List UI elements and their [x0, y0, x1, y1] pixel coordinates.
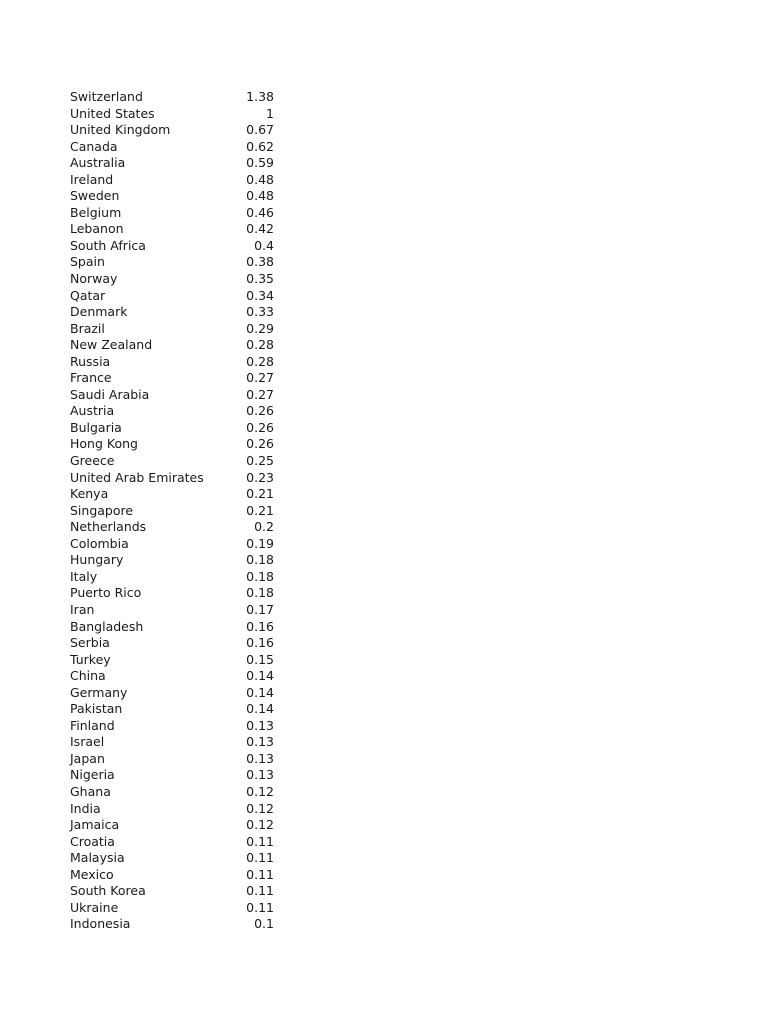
country-name: Netherlands: [70, 519, 147, 535]
country-name: Qatar: [70, 287, 106, 303]
country-value: 0.2: [254, 519, 274, 535]
country-name: Colombia: [70, 535, 129, 551]
table-row: [70, 619, 274, 636]
country-value: 0.38: [246, 254, 274, 270]
table-row: [70, 354, 274, 371]
table-row: [70, 718, 274, 735]
country-name: Denmark: [70, 304, 128, 320]
table-row: [70, 337, 274, 354]
table-row: [70, 801, 274, 818]
country-name: Belgium: [70, 204, 122, 220]
country-name: South Korea: [70, 883, 146, 899]
country-value: 1: [266, 105, 274, 121]
country-value: 0.42: [246, 221, 274, 237]
country-name: Italy: [70, 568, 98, 584]
table-row: [70, 685, 274, 702]
country-name: Brazil: [70, 320, 105, 336]
country-value: 0.59: [246, 155, 274, 171]
table-row: [70, 701, 274, 718]
country-name: Finland: [70, 717, 115, 733]
table-row: [70, 420, 274, 437]
country-value: 0.14: [246, 668, 274, 684]
table-row: [70, 139, 274, 156]
country-value: 0.11: [246, 850, 274, 866]
country-value: 0.19: [246, 535, 274, 551]
country-value: 0.21: [246, 486, 274, 502]
country-name: Nigeria: [70, 767, 115, 783]
country-name: Kenya: [70, 486, 109, 502]
country-name: Australia: [70, 155, 126, 171]
country-value: 0.67: [246, 122, 274, 138]
table-row: [70, 238, 274, 255]
table-row: [70, 652, 274, 669]
country-name: Turkey: [70, 651, 111, 667]
country-value: 0.34: [246, 287, 274, 303]
country-value: 0.1: [254, 916, 274, 932]
country-value: 0.14: [246, 701, 274, 717]
country-name: Hungary: [70, 552, 124, 568]
country-value: 1.38: [246, 89, 274, 104]
table-row: [70, 503, 274, 520]
country-value: 0.27: [246, 386, 274, 402]
country-value: 0.14: [246, 684, 274, 700]
country-name: Norway: [70, 271, 118, 287]
country-value: 0.18: [246, 568, 274, 584]
country-name: Switzerland: [70, 89, 143, 104]
country-name: United Kingdom: [70, 122, 171, 138]
country-value: 0.21: [246, 502, 274, 518]
country-name: Russia: [70, 353, 111, 369]
country-value: 0.26: [246, 419, 274, 435]
country-value: 0.16: [246, 618, 274, 634]
country-name: Jamaica: [70, 817, 120, 833]
country-value: 0.11: [246, 899, 274, 915]
country-name: Singapore: [70, 502, 134, 518]
country-name: Sweden: [70, 188, 120, 204]
country-value: 0.33: [246, 304, 274, 320]
table-row: [70, 370, 274, 387]
country-value: 0.11: [246, 833, 274, 849]
table-row: [70, 172, 274, 189]
table-row: [70, 188, 274, 205]
table-row: [70, 486, 274, 503]
country-value: 0.25: [246, 453, 274, 469]
table-row: [70, 436, 274, 453]
country-name: Indonesia: [70, 916, 131, 932]
country-value: 0.26: [246, 403, 274, 419]
table-row: [70, 850, 274, 867]
table-row: [70, 668, 274, 685]
country-name: Israel: [70, 734, 105, 750]
country-value: 0.12: [246, 783, 274, 799]
table-row: [70, 106, 274, 123]
country-name: Germany: [70, 684, 128, 700]
country-name: United Arab Emirates: [70, 469, 204, 485]
table-row: [70, 834, 274, 851]
country-name: Greece: [70, 453, 115, 469]
country-name: Lebanon: [70, 221, 124, 237]
country-value: 0.13: [246, 750, 274, 766]
table-row: [70, 304, 274, 321]
table-row: [70, 536, 274, 553]
country-name: Iran: [70, 601, 95, 617]
country-value: 0.28: [246, 353, 274, 369]
country-value: 0.11: [246, 866, 274, 882]
table-row: [70, 221, 274, 238]
country-value: 0.48: [246, 171, 274, 187]
country-value: 0.62: [246, 138, 274, 154]
country-value: 0.28: [246, 337, 274, 353]
country-value: 0.27: [246, 370, 274, 386]
country-value: 0.29: [246, 320, 274, 336]
country-value: 0.23: [246, 469, 274, 485]
table-row: [70, 155, 274, 172]
country-value: 0.17: [246, 601, 274, 617]
table-row: [70, 767, 274, 784]
table-row: [70, 205, 274, 222]
country-value-table: [70, 89, 274, 933]
country-value: 0.16: [246, 635, 274, 651]
table-row: [70, 453, 274, 470]
table-row: [70, 89, 274, 106]
table-row: [70, 900, 274, 917]
country-value: 0.48: [246, 188, 274, 204]
country-value: 0.13: [246, 767, 274, 783]
table-row: [70, 552, 274, 569]
country-value: 0.46: [246, 204, 274, 220]
table-row: [70, 254, 274, 271]
country-name: New Zealand: [70, 337, 153, 353]
table-row: [70, 288, 274, 305]
country-name: Spain: [70, 254, 105, 270]
table-row: [70, 519, 274, 536]
table-row: [70, 122, 274, 139]
country-value: 0.13: [246, 717, 274, 733]
country-value: 0.11: [246, 883, 274, 899]
table-row: [70, 784, 274, 801]
country-name: Mexico: [70, 866, 114, 882]
country-name: South Africa: [70, 237, 146, 253]
table-row: [70, 387, 274, 404]
table-row: [70, 883, 274, 900]
country-value: 0.12: [246, 800, 274, 816]
country-value: 0.18: [246, 552, 274, 568]
country-name: Bangladesh: [70, 618, 144, 634]
country-value: 0.26: [246, 436, 274, 452]
country-value: 0.35: [246, 271, 274, 287]
country-value: 0.18: [246, 585, 274, 601]
country-name: China: [70, 668, 106, 684]
country-value: 0.4: [254, 237, 274, 253]
table-row: [70, 321, 274, 338]
table-row: [70, 403, 274, 420]
country-value: 0.15: [246, 651, 274, 667]
table-row: [70, 734, 274, 751]
table-row: [70, 569, 274, 586]
table-row: [70, 916, 274, 933]
country-name: Croatia: [70, 833, 115, 849]
country-name: Saudi Arabia: [70, 386, 150, 402]
country-name: Malaysia: [70, 850, 125, 866]
country-name: Ireland: [70, 171, 114, 187]
table-row: [70, 635, 274, 652]
country-name: Canada: [70, 138, 118, 154]
country-name: Bulgaria: [70, 419, 122, 435]
table-row: [70, 470, 274, 487]
country-name: Ukraine: [70, 899, 119, 915]
country-value: 0.13: [246, 734, 274, 750]
country-name: Puerto Rico: [70, 585, 142, 601]
country-name: Austria: [70, 403, 115, 419]
table-row: [70, 602, 274, 619]
country-name: Serbia: [70, 635, 110, 651]
country-name: India: [70, 800, 101, 816]
table-row: [70, 867, 274, 884]
country-value: 0.12: [246, 817, 274, 833]
country-name: Ghana: [70, 783, 111, 799]
table-row: [70, 817, 274, 834]
country-name: Japan: [70, 750, 105, 766]
table-row: [70, 585, 274, 602]
country-name: Hong Kong: [70, 436, 138, 452]
country-name: United States: [70, 105, 155, 121]
country-name: France: [70, 370, 112, 386]
country-name: Pakistan: [70, 701, 123, 717]
table-row: [70, 271, 274, 288]
table-row: [70, 751, 274, 768]
